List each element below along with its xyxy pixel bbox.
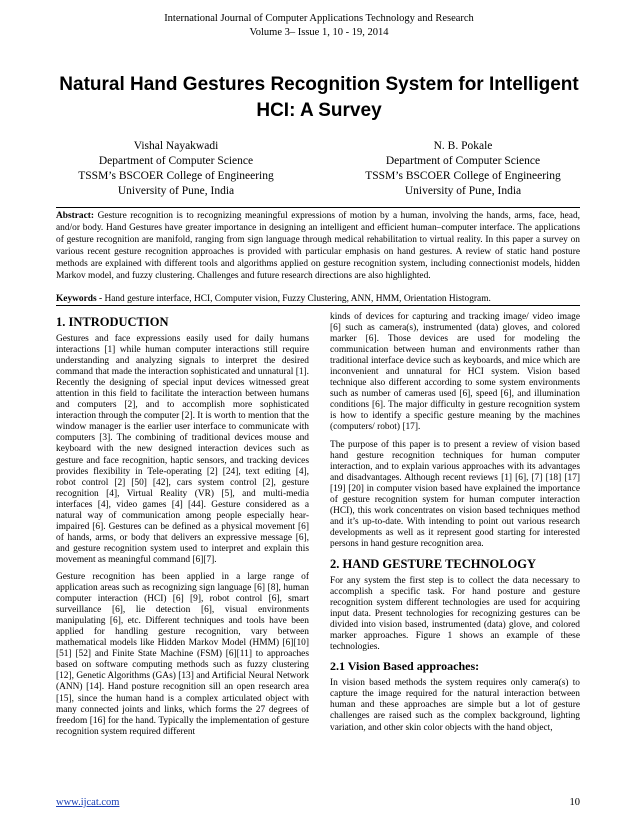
author-name: N. B. Pokale bbox=[433, 140, 493, 152]
paragraph: Gesture recognition has been applied in a large range of application areas such as recognizing sign language [6] [8], human computer interaction (HCI) [6] [9], robot control [6], smart surveillance [6], lie detection [6], visual environments manipulating [6], etc. Different techniques and tools have been applied for handling gesture recognition, vary between mathematical models like Hidden Markov Model (HMM) [6][10] [51] [52] and Finite State Machine (FSM) [6][11] to approaches based on software computing methods such as fuzzy clustering [12], Genetic Algorithms (GAs) [13] and Artificial Neural Network (ANN) [14]. Hand posture recognition sill an open research area [15], since the human hand is a complex articulated object with many connected joints and links, which forms the 27 degrees of freedom [16] for the hand. Typically the implementation of gesture recognition system required different bbox=[56, 571, 309, 737]
volume-info: Volume 3– Issue 1, 10 - 19, 2014 bbox=[249, 27, 389, 38]
author-dept: Department of Computer Science bbox=[385, 155, 541, 167]
left-column bbox=[56, 314, 309, 744]
section-heading-introduction: 1. INTRODUCTION bbox=[56, 315, 169, 329]
author-univ: University of Pune, India bbox=[117, 185, 235, 197]
author-college: TSSM’s BSCOER College of Engineering bbox=[365, 170, 561, 182]
right-column bbox=[330, 312, 580, 740]
paragraph: Gestures and face expressions easily used for daily humans interactions [1] while human computer interactions still require understanding and analyzing signals to interpret the desired command that made the interaction sophisticated and unnatural [1]. Recently the designing of special input devices witnessed great attention in this field to facilitate the interaction between humans and computers [2], and to accomplish more sophisticated interaction through the computer [2]. It is worth to mention that the window manager is the earlier user interface to communicate with computers [3]. The combining of traditional devices mouse and keyboard with the new designed interaction devices such as gesture and face recognition, haptic sensors, and tracking devices provides flexibility in Tele-operating [2] [24], text editing [4], robot control [2] [50] [42], cars system control [2], gesture recognition [4], Virtual Reality (VR) [5], and multi-media interfaces [4], video games [4] [44]. Gesture considered as a natural way of communication among people especially hear-impaired [6]. Gestures can be defined as a physical movement [6] of hands, arms, or body that delivers an expressive message [6], and gesture recognition system used to interpret and explain this movement as meaningful command [6][7]. bbox=[56, 334, 309, 565]
paragraph: kinds of devices for capturing and tracking image/ video image [6] such as camera(s), instrumented (data) gloves, and colored marker [6]. Those devices are used for modeling the communication between human and environments rather than traditional interface device such as keyboards, and mice which are inconvenient and unnatural for HCI system. Vision based technique also different according to some system environments such as number of cameras used [6], speed [6], and illumination conditions [6]. The major difficulty in gesture recognition system is how to identify a specific gesture meaning by the machines (computers/ robot) [17]. bbox=[330, 312, 580, 433]
paragraph: The purpose of this paper is to present a review of vision based hand gesture recognition techniques for human computer interaction, and to explain various approaches with its advantages and disadvantages. Although recent reviews [1] [6], [7] [18] [17] [19] [20] in computer vision based have explained the importance of gesture recognition system for human computer interaction (HCI), this work concentrates on vision based techniques method and it’s up-to-date. With intending to point out various research developments as well as it represent good starting for interested persons in hand gesture recognition area. bbox=[330, 439, 580, 549]
keywords-text: Hand gesture interface, HCI, Computer vision, Fuzzy Clustering, ANN, HMM, Orientation Histogram. bbox=[104, 294, 491, 304]
abstract-label: Abstract: bbox=[56, 211, 95, 221]
divider-top bbox=[56, 207, 580, 208]
journal-url-link[interactable]: www.ijcat.com bbox=[56, 797, 120, 808]
paragraph: In vision based methods the system requires only camera(s) to capture the image required for the natural interaction between human and these approaches are simple but a lot of gesture challenges are raised such as the complex background, lighting variation, and other skin color objects with the hand object, bbox=[330, 678, 580, 733]
subsection-heading-vision-based: 2.1 Vision Based approaches: bbox=[330, 659, 480, 674]
author-name: Vishal Nayakwadi bbox=[133, 140, 219, 152]
author-dept: Department of Computer Science bbox=[98, 155, 254, 167]
running-header bbox=[0, 12, 638, 40]
author-block-2 bbox=[328, 139, 598, 199]
abstract-text: Gesture recognition is to recognizing meaningful expressions of motion by a human, involving the hands, arms, face, head, and/or body. Hand Gestures have greater importance in designing an intelligent and efficient human–computer interface. The applications of gesture recognition are manifold, ranging from sign language through medical rehabilitation to virtual reality. In this paper a survey on various recent gesture recognition approaches is provided with particular emphasis on hand gestures. A review of static hand posture methods are explained with different tools and algorithms applied on gesture recognition system, including connectionist models, hidden Markov model, and fuzzy clustering. Challenges and future research directions are also highlighted. bbox=[56, 211, 580, 281]
keywords bbox=[56, 293, 580, 305]
author-univ: University of Pune, India bbox=[404, 185, 522, 197]
divider-keywords bbox=[56, 305, 580, 306]
author-block-1 bbox=[41, 139, 311, 199]
keywords-label: Keywords - bbox=[56, 294, 103, 304]
journal-name: International Journal of Computer Applications Technology and Research bbox=[164, 13, 474, 24]
author-college: TSSM’s BSCOER College of Engineering bbox=[78, 170, 274, 182]
page-number: 10 bbox=[569, 797, 580, 808]
abstract bbox=[56, 211, 580, 282]
section-heading-hand-gesture-technology: 2. HAND GESTURE TECHNOLOGY bbox=[330, 556, 537, 571]
paper-title: Natural Hand Gestures Recognition System for Intelligent HCI: A Survey bbox=[59, 74, 579, 121]
paragraph: For any system the first step is to collect the data necessary to accomplish a specific task. For hand posture and gesture recognition system different technologies are used for acquiring input data. Present technologies for recognizing gestures can be divided into vision based, instrumented (data) glove, and colored marker approaches. Figure 1 shows an example of these technologies. bbox=[330, 575, 580, 653]
